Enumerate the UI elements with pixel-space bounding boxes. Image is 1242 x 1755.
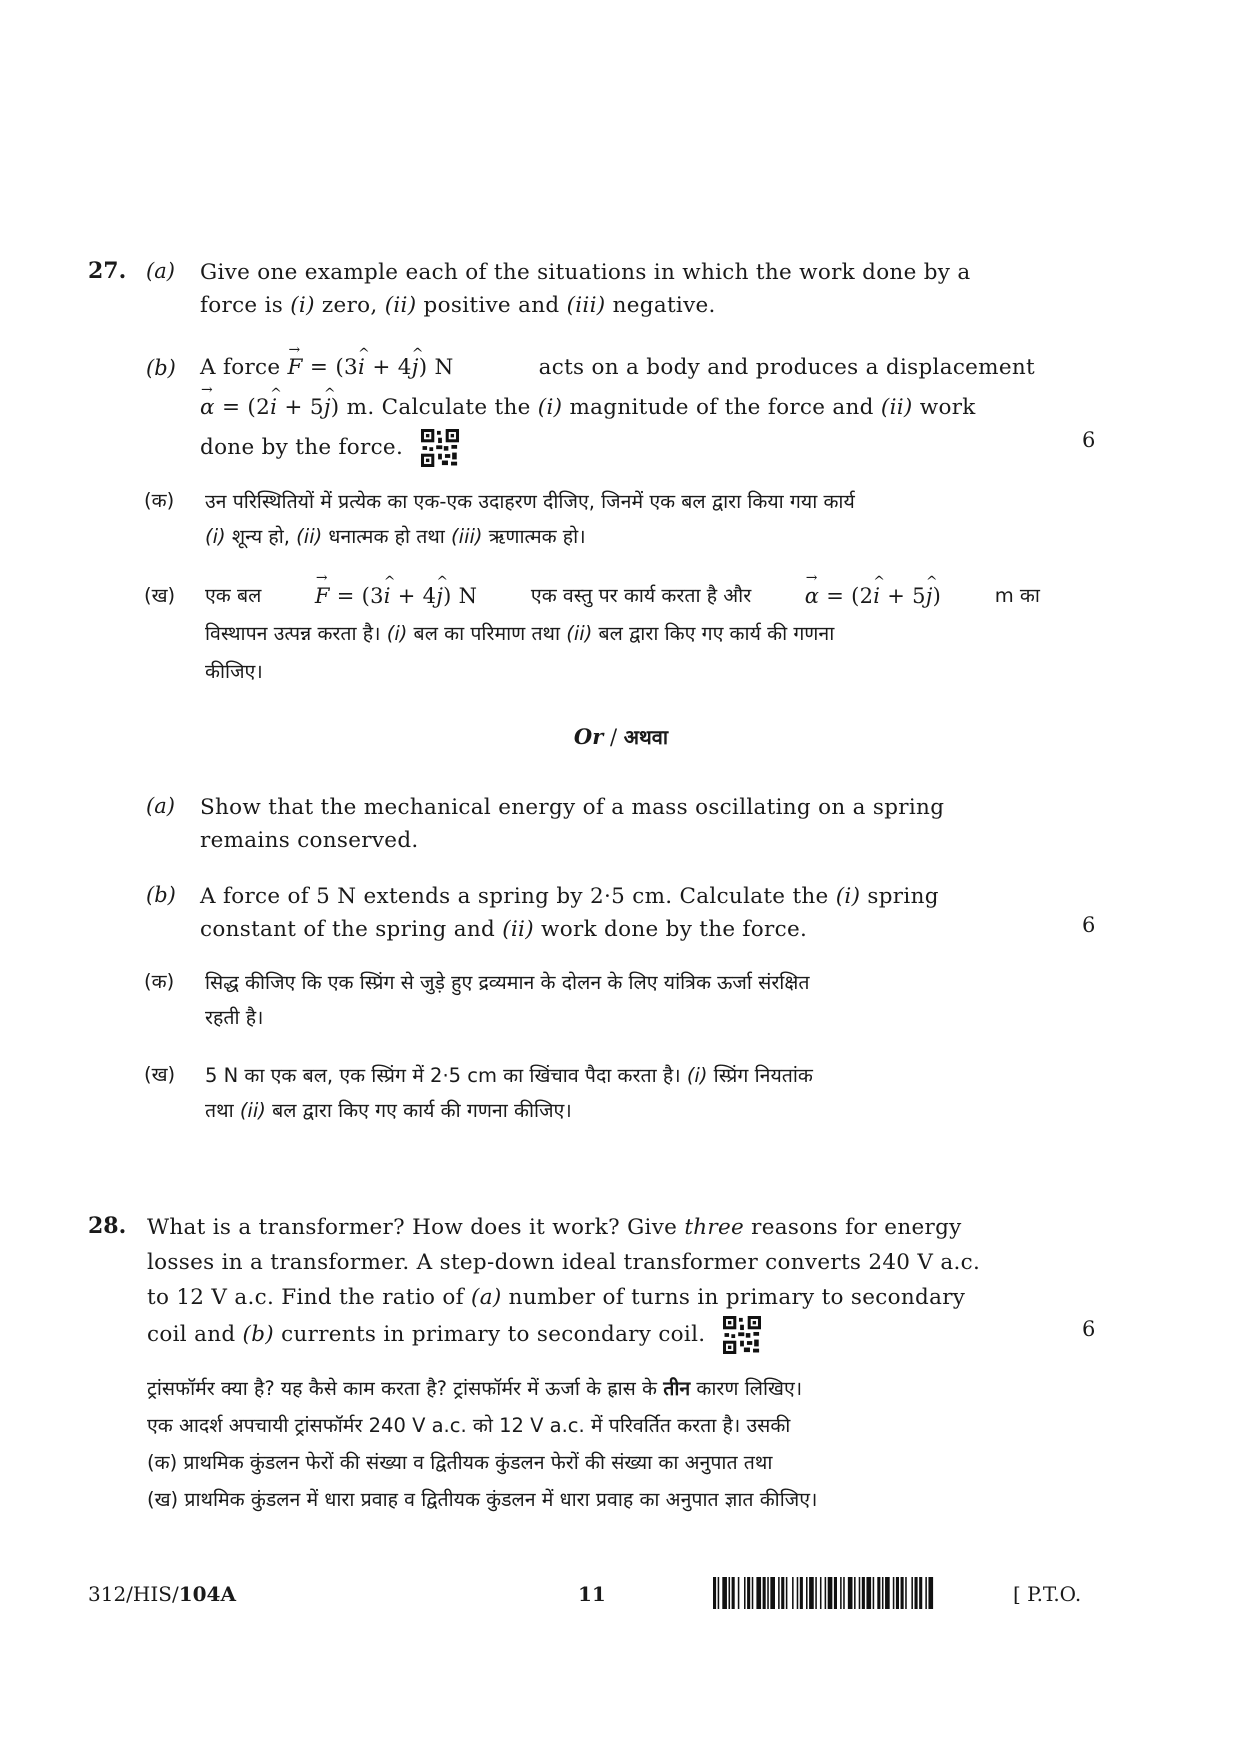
force-vector-formula: → F = (3^ i + 4^ j) N [288, 355, 454, 380]
part-kha-label: (ख) [144, 584, 176, 607]
part-ka-text [205, 484, 1040, 554]
part-a-line-1: Give one example each of the situations in which the work done by a [200, 260, 971, 285]
alt-part-kha-line-2: तथा (ii) बल द्वारा किए गए कार्य की गणना कीजिए। [205, 1099, 572, 1122]
q27-marks: 6 [1082, 428, 1096, 452]
alt-part-ka-line-1: सिद्ध कीजिए कि एक स्प्रिंग से जुड़े हुए द्रव्यमान के दोलन के लिए यांत्रिक ऊर्जा संरक्षित [205, 971, 810, 994]
alt-part-ka-line-2: रहती है। [205, 1006, 264, 1029]
q28-hi-line-4: (ख) प्राथमिक कुंडलन में धारा प्रवाह व द्वितीयक कुंडलन में धारा प्रवाह का अनुपात ज्ञात कीजिए। [147, 1488, 818, 1511]
alt-part-b-label: (b) [146, 883, 176, 907]
alt-part-b-line-1: A force of 5 N extends a spring by 2·5 cm. Calculate the (i) spring [200, 884, 939, 909]
alt-part-b-text [200, 880, 1035, 946]
pto-label: [ P.T.O. [1013, 1582, 1082, 1606]
part-a-line-2: force is (i) zero, (ii) positive and (iii) negative. [200, 293, 716, 318]
question-number-27: 27. [88, 258, 127, 284]
alt-part-a-label: (a) [146, 794, 175, 818]
force-vector-formula-hi: → F = (3^ i + 4^ j) N [315, 577, 477, 615]
alt-part-b-line-2: constant of the spring and (ii) work done by the force. [200, 917, 808, 942]
displacement-vector-formula: → α = (2^ i + 5^ j) [200, 395, 340, 420]
q28-marks: 6 [1082, 1317, 1096, 1341]
question-number-28: 28. [88, 1213, 127, 1239]
alt-part-kha-label: (ख) [144, 1063, 176, 1086]
part-b-line-2: → α = (2^ i + 5^ j) m. Calculate the (i) magnitude of the force and (ii) work [200, 388, 1035, 428]
part-a-label: (a) [146, 259, 175, 283]
q28-line-3: to 12 V a.c. Find the ratio of (a) number of turns in primary to secondary [147, 1285, 966, 1310]
part-kha-line-2: विस्थापन उत्पन्न करता है। (i) बल का परिमाण तथा (ii) बल द्वारा किए गए कार्य की गणना [205, 622, 835, 645]
part-ka-line-2: (i) शून्य हो, (ii) धनात्मक हो तथा (iii) ऋणात्मक हो। [205, 525, 586, 548]
q28-hindi-text [147, 1370, 1040, 1518]
part-kha-line-1: एक बल → F = (3^ i + 4^ j) N एक वस्तु पर कार्य करता है और → α = (2^ i + 5^ j) m का [205, 577, 1040, 615]
part-b-line-3: done by the force. [200, 428, 1035, 468]
part-b-text [200, 348, 1035, 468]
part-a-text [200, 256, 1035, 322]
part-kha-line-3: कीजिए। [205, 660, 263, 683]
q27-alt-marks: 6 [1082, 913, 1096, 937]
part-kha-text [205, 577, 1040, 691]
or-separator: Or / अथवा [573, 724, 669, 749]
alt-part-a-line-2: remains conserved. [200, 828, 419, 853]
alt-part-a-line-1: Show that the mechanical energy of a mass oscillating on a spring [200, 795, 945, 820]
paper-code: 312/HIS/104A [88, 1582, 236, 1606]
alt-part-a-text [200, 791, 1035, 857]
q28-hi-line-2: एक आदर्श अपचायी ट्रांसफॉर्मर 240 V a.c. को 12 V a.c. में परिवर्तित करता है। उसकी [147, 1414, 791, 1437]
qr-code-icon[interactable] [723, 1315, 761, 1355]
displacement-vector-formula-hi: → α = (2^ i + 5^ j) [805, 577, 941, 615]
q28-hi-line-3: (क) प्राथमिक कुंडलन फेरों की संख्या व द्वितीयक कुंडलन फेरों की संख्या का अनुपात तथा [147, 1451, 773, 1474]
alt-part-kha-text [205, 1058, 1040, 1128]
part-ka-label: (क) [144, 489, 175, 512]
q28-english-text [147, 1210, 1040, 1355]
q28-hi-line-1: ट्रांसफॉर्मर क्या है? यह कैसे काम करता है? ट्रांसफॉर्मर में ऊर्जा के ह्रास के तीन कारण लिखिए। [147, 1377, 803, 1400]
alt-part-ka-label: (क) [144, 970, 175, 993]
page-number: 11 [578, 1582, 606, 1606]
q28-line-4: coil and (b) currents in primary to secondary coil. [147, 1315, 1040, 1355]
alt-part-kha-line-1: 5 N का एक बल, एक स्प्रिंग में 2·5 cm का खिंचाव पैदा करता है। (i) स्प्रिंग नियतांक [205, 1064, 813, 1087]
qr-code-icon[interactable] [421, 428, 459, 468]
part-b-label: (b) [146, 356, 176, 380]
alt-part-ka-text [205, 965, 1040, 1035]
q28-line-2: losses in a transformer. A step-down ideal transformer converts 240 V a.c. [147, 1250, 981, 1275]
barcode-image [713, 1577, 996, 1609]
part-b-line-1: A force → F = (3^ i + 4^ j) N acts on a body and produces a displacement [200, 348, 1035, 388]
q28-line-1: What is a transformer? How does it work? Give three reasons for energy [147, 1215, 962, 1240]
part-ka-line-1: उन परिस्थितियों में प्रत्येक का एक-एक उदाहरण दीजिए, जिनमें एक बल द्वारा किया गया कार्य [205, 490, 855, 513]
